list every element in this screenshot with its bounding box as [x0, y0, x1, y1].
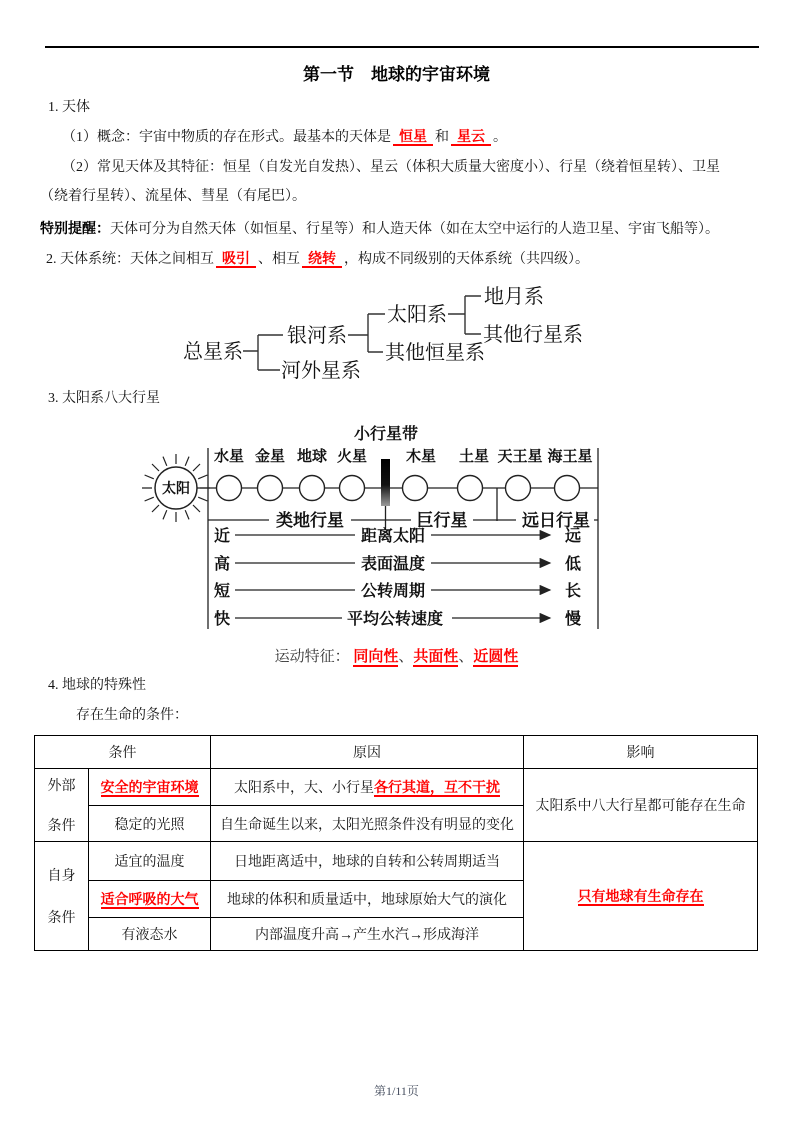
row2-center: 表面温度 — [360, 556, 426, 573]
planet-circle-mars — [340, 476, 365, 501]
row3-center: 公转周期 — [360, 583, 426, 600]
special-tip-label: 特别提醒： — [40, 220, 110, 236]
tree-node-hewaixingxi: 河外星系 — [281, 360, 361, 382]
impact-external: 太阳系中八大行星都可能存在生命 — [524, 769, 758, 842]
row4-center: 平均公转速度 — [346, 611, 444, 628]
group-external-conditions — [35, 769, 89, 842]
row1-left: 近 — [213, 528, 231, 545]
reason-stable-sunlight: 自生命诞生以来，太阳光照条件没有明显的变化 — [211, 806, 524, 842]
planet-label-mars: 火星 — [336, 448, 368, 465]
motion-label: 运动特征： — [274, 649, 350, 665]
planet-label-uranus: 天王星 — [497, 448, 543, 465]
tree-node-qitaxingxingxi: 其他行星系 — [483, 324, 583, 346]
group-self-line1: 自身 — [47, 869, 76, 884]
sun-label: 太阳 — [162, 482, 190, 497]
gradient-row-labels — [214, 526, 581, 628]
motion-trait-near-circular: 近圆性 — [473, 648, 519, 665]
types-line-1: （2）常见天体及其特征：恒星（自发光自发热）、星云（体积大质量大密度小）、行星（绕着恒星转）、卫星 — [62, 160, 720, 175]
top-rule — [45, 46, 759, 48]
planet-labels — [214, 447, 593, 465]
impact-self — [524, 842, 758, 951]
concept-mid: 和 — [435, 130, 449, 145]
planet-circle-jupiter — [403, 476, 428, 501]
reason-row1-red: 各行其道，互不干扰 — [374, 779, 500, 795]
condition-safe-cosmic-environment-text: 安全的宇宙环境 — [100, 779, 199, 795]
header-impact: 影响 — [524, 736, 758, 769]
planet-label-earth: 地球 — [296, 448, 328, 465]
s2-pre: 2. 天体系统：天体之间相互 — [46, 252, 214, 267]
blank-raozhuan: 绕转 — [302, 250, 342, 268]
planet-label-mercury: 水星 — [213, 448, 245, 465]
row4-left: 快 — [213, 611, 231, 628]
tree-node-yinhexi: 银河系 — [287, 325, 347, 347]
condition-stable-sunlight: 稳定的光照 — [89, 806, 211, 842]
section-1-heading: 1. 天体 — [48, 100, 90, 115]
life-conditions-table — [34, 735, 758, 951]
blank-hengxing: 恒星 — [393, 128, 433, 146]
planet-circle-neptune — [555, 476, 580, 501]
celestial-system-tree-diagram — [180, 282, 600, 400]
gradient-row-lines — [235, 535, 550, 618]
group-external-line2: 条件 — [47, 819, 76, 834]
s2-mid: 、相互 — [258, 252, 300, 267]
life-conditions-subheading: 存在生命的条件： — [76, 708, 188, 723]
group-external-line1: 外部 — [47, 779, 76, 794]
planet-circle-uranus — [506, 476, 531, 501]
motion-separator: 、 — [398, 649, 414, 665]
planet-label-saturn: 土星 — [458, 448, 490, 465]
row2-left: 高 — [213, 556, 231, 573]
motion-separator: 、 — [458, 649, 474, 665]
concept-pre: （1）概念：宇宙中物质的存在形式。最基本的天体是 — [62, 130, 391, 145]
header-reason: 原因 — [211, 736, 524, 769]
planet-label-jupiter: 木星 — [405, 448, 437, 465]
section-3-heading: 3. 太阳系八大行星 — [48, 391, 160, 406]
types-line-2: （绕着行星转）、流星体、彗星（有尾巴）。 — [40, 189, 306, 204]
blank-xiyin: 吸引 — [216, 250, 256, 268]
reason-row1-pre: 太阳系中，大、小行星 — [234, 781, 374, 796]
group-self-conditions — [35, 842, 89, 951]
condition-suitable-temperature: 适宜的温度 — [89, 842, 211, 881]
planet-group-labels — [276, 510, 590, 530]
row1-center: 距离太阳 — [360, 528, 426, 545]
group-label-terrestrial: 类地行星 — [276, 511, 344, 530]
group-label-giant: 巨行星 — [416, 511, 468, 530]
reason-breathable-atmosphere: 地球的体积和质量适中，地球原始大气的演化 — [211, 881, 524, 918]
page-number: 第1/11页 — [374, 1084, 419, 1098]
planet-circle-saturn — [458, 476, 483, 501]
row3-left: 短 — [213, 583, 231, 600]
solar-system-diagram — [140, 418, 610, 633]
asteroid-belt-label: 小行星带 — [353, 426, 419, 443]
planet-label-neptune: 海王星 — [547, 448, 593, 465]
special-tip — [40, 220, 719, 238]
planet-circle-earth — [300, 476, 325, 501]
concept-post: 。 — [493, 130, 507, 145]
row3-right: 长 — [564, 583, 582, 600]
section-4-heading: 4. 地球的特殊性 — [48, 678, 146, 693]
group-label-far-sun: 远日行星 — [522, 511, 590, 530]
reason-liquid-water: 内部温度升高→产生水汽→形成海洋 — [211, 918, 524, 951]
condition-liquid-water: 有液态水 — [89, 918, 211, 951]
table-row — [35, 769, 758, 806]
asteroid-belt-bar — [381, 459, 390, 506]
planet-circle-mercury — [217, 476, 242, 501]
header-condition: 条件 — [35, 736, 211, 769]
group-self-line2: 条件 — [47, 911, 76, 926]
table-row — [35, 842, 758, 881]
tree-node-zongxingxi: 总星系 — [183, 341, 243, 363]
tree-node-qitahengxingxi: 其他恒星系 — [385, 342, 485, 364]
blank-xingyun: 星云 — [451, 128, 491, 146]
reason-suitable-temperature: 日地距离适中，地球的自转和公转周期适当 — [211, 842, 524, 881]
impact-self-text: 只有地球有生命存在 — [577, 888, 704, 904]
row2-right: 低 — [564, 556, 582, 573]
section-2-heading — [46, 250, 589, 268]
special-tip-text: 天体可分为自然天体（如恒星、行星等）和人造天体（如在太空中运行的人造卫星、宇宙飞船等）。 — [110, 222, 719, 237]
reason-safe-cosmic-environment — [211, 769, 524, 806]
planet-label-venus: 金星 — [254, 448, 286, 465]
condition-breathable-atmosphere-text: 适合呼吸的大气 — [100, 891, 199, 907]
motion-characteristics-line — [0, 645, 793, 666]
condition-breathable-atmosphere — [89, 881, 211, 918]
table-header-row — [35, 736, 758, 769]
planet-circle-venus — [258, 476, 283, 501]
row1-right: 远 — [564, 528, 582, 545]
page-title: 第一节 地球的宇宙环境 — [303, 65, 490, 84]
tree-node-taiyangxi: 太阳系 — [387, 304, 447, 326]
tree-node-diyuexi: 地月系 — [484, 286, 544, 308]
condition-safe-cosmic-environment — [89, 769, 211, 806]
motion-trait-same-direction: 同向性 — [353, 648, 399, 665]
concept-line — [62, 128, 507, 146]
row4-right: 慢 — [564, 611, 582, 628]
s2-post: ，构成不同级别的天体系统（共四级）。 — [344, 252, 589, 267]
motion-trait-coplanar: 共面性 — [413, 648, 459, 665]
